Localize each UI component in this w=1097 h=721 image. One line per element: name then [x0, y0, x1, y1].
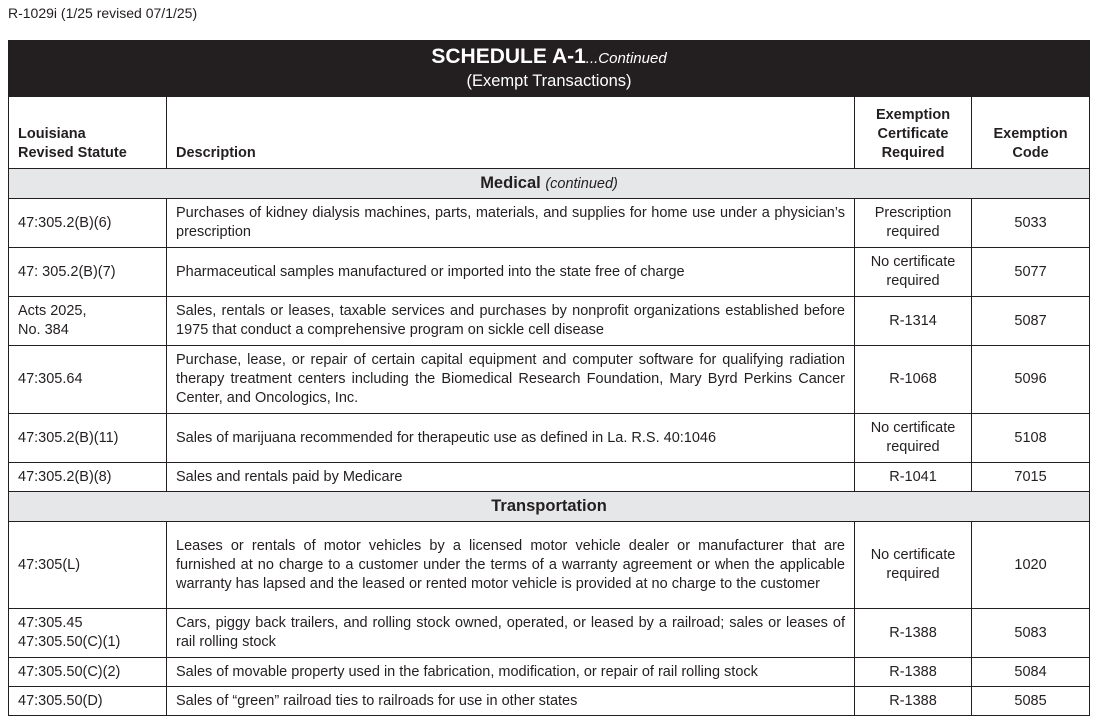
- description-cell: Sales, rentals or leases, taxable services and purchases by nonprofit organizations established before 1975 that conduct a comprehensive program on sickle cell disease: [167, 297, 855, 346]
- certificate-cell: R-1388: [855, 687, 972, 716]
- statute-cell: 47: 305.2(B)(7): [9, 248, 167, 297]
- statute-cell: 47:305.50(C)(2): [9, 658, 167, 687]
- exemption-code-cell: 7015: [972, 463, 1090, 492]
- statute-cell: 47:305.2(B)(8): [9, 463, 167, 492]
- section-name: Medical: [480, 173, 541, 192]
- exemption-code-cell: 5077: [972, 248, 1090, 297]
- schedule-table: [8, 40, 1090, 716]
- exemption-code-cell: 5033: [972, 199, 1090, 248]
- description-cell: Sales of movable property used in the fabrication, modification, or repair of rail rolling stock: [167, 658, 855, 687]
- table-row: [9, 687, 1090, 716]
- exemption-code-cell: 5083: [972, 609, 1090, 658]
- certificate-cell: No certificate required: [855, 522, 972, 609]
- statute-cell: 47:305.64: [9, 346, 167, 414]
- exemption-code-cell: 5096: [972, 346, 1090, 414]
- col-header-description: Description: [167, 97, 855, 169]
- table-row: [9, 346, 1090, 414]
- table-body: [9, 169, 1090, 716]
- col-header-statute: Louisiana Revised Statute: [9, 97, 167, 169]
- description-cell: Purchases of kidney dialysis machines, parts, materials, and supplies for home use under a physician’s prescription: [167, 199, 855, 248]
- table-row: [9, 609, 1090, 658]
- description-cell: Leases or rentals of motor vehicles by a licensed motor vehicle dealer or manufacturer that are furnished at no charge to a customer under the terms of a warranty agreement or when the applicable warranty has lapsed and the leased or rented motor vehicle is provided at no charge to the customer: [167, 522, 855, 609]
- section-name: Transportation: [491, 497, 607, 515]
- col-header-certificate: Exemption Certificate Required: [855, 97, 972, 169]
- certificate-cell: Prescription required: [855, 199, 972, 248]
- exemption-code-cell: 5084: [972, 658, 1090, 687]
- exemption-code-cell: 1020: [972, 522, 1090, 609]
- certificate-cell: R-1068: [855, 346, 972, 414]
- certificate-cell: R-1314: [855, 297, 972, 346]
- table-row: [9, 463, 1090, 492]
- statute-cell: 47:305.2(B)(6): [9, 199, 167, 248]
- table-row: [9, 199, 1090, 248]
- table-row: [9, 297, 1090, 346]
- statute-cell: 47:305.45 47:305.50(C)(1): [9, 609, 167, 658]
- statute-cell: 47:305(L): [9, 522, 167, 609]
- description-cell: Sales of marijuana recommended for therapeutic use as defined in La. R.S. 40:1046: [167, 414, 855, 463]
- title-suffix: ...Continued: [585, 50, 667, 67]
- table-row: [9, 414, 1090, 463]
- description-cell: Sales of “green” railroad ties to railroads for use in other states: [167, 687, 855, 716]
- section-header: [9, 492, 1090, 522]
- form-id: R-1029i (1/25 revised 07/1/25): [8, 5, 198, 21]
- description-cell: Purchase, lease, or repair of certain capital equipment and computer software for qualifying radiation therapy treatment centers including the Biomedical Research Foundation, Mary Byrd Perkins Cancer Center, and Oncologics, Inc.: [167, 346, 855, 414]
- schedule-title: SCHEDULE A-1...Continued: [431, 45, 667, 68]
- certificate-cell: No certificate required: [855, 248, 972, 297]
- column-headers: [9, 97, 1090, 169]
- exemption-code-cell: 5085: [972, 687, 1090, 716]
- exemption-code-cell: 5087: [972, 297, 1090, 346]
- certificate-cell: R-1388: [855, 658, 972, 687]
- certificate-cell: No certificate required: [855, 414, 972, 463]
- table-row: [9, 248, 1090, 297]
- description-cell: Cars, piggy back trailers, and rolling stock owned, operated, or leased by a railroad; sales or leases of rail rolling stock: [167, 609, 855, 658]
- section-header: [9, 169, 1090, 199]
- statute-cell: Acts 2025, No. 384: [9, 297, 167, 346]
- table-row: [9, 522, 1090, 609]
- statute-cell: 47:305.2(B)(11): [9, 414, 167, 463]
- exemption-code-cell: 5108: [972, 414, 1090, 463]
- certificate-cell: R-1041: [855, 463, 972, 492]
- table-header-band: [9, 41, 1090, 97]
- description-cell: Pharmaceutical samples manufactured or imported into the state free of charge: [167, 248, 855, 297]
- schedule-subtitle: (Exempt Transactions): [466, 72, 632, 90]
- certificate-cell: R-1388: [855, 609, 972, 658]
- col-header-code: Exemption Code: [972, 97, 1090, 169]
- description-cell: Sales and rentals paid by Medicare: [167, 463, 855, 492]
- statute-cell: 47:305.50(D): [9, 687, 167, 716]
- section-note: (continued): [545, 175, 618, 192]
- table-row: [9, 658, 1090, 687]
